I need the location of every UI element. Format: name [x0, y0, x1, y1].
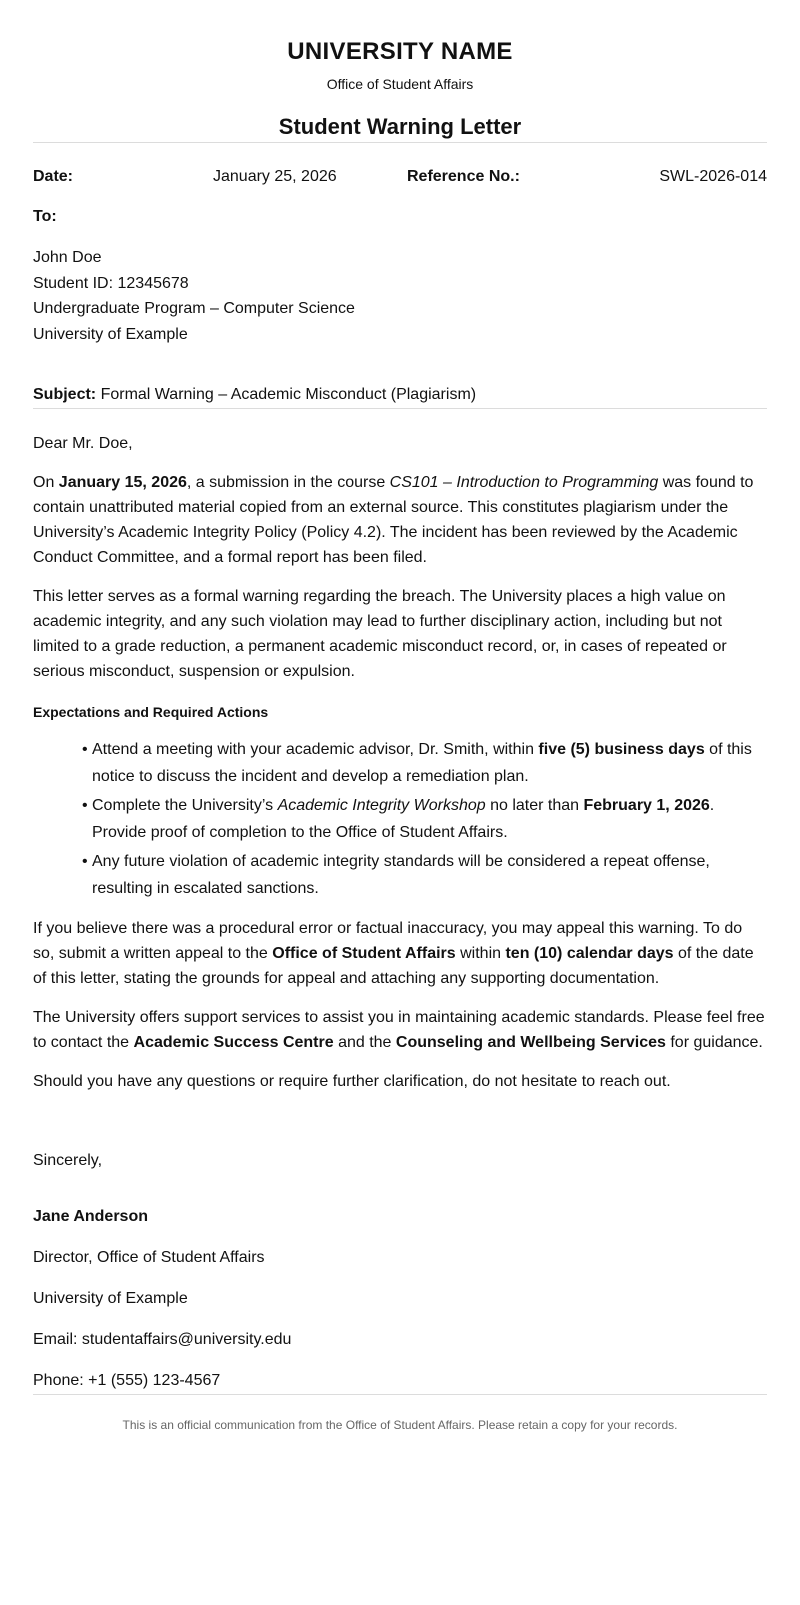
footer-note: This is an official communication from the Office of Student Affairs. Please retain a copy for your records. [122, 1418, 678, 1432]
signatory-title: Director, Office of Student Affairs [33, 1249, 265, 1266]
actions-list [33, 736, 767, 902]
paragraph-support [33, 1005, 767, 1055]
text-run: Attend a meeting with your academic advisor, Dr. Smith, within [92, 741, 539, 758]
support-centre: Academic Success Centre [133, 1034, 334, 1051]
salutation: Dear Mr. Doe, [33, 435, 133, 452]
recipient-program: Undergraduate Program – Computer Science [33, 300, 355, 317]
paragraph-appeal [33, 916, 767, 991]
text-run: was found to contain unattributed material copied from an external source. This constitutes plagiarism under the University’s Academic Integrity Policy (Policy 4.2). The incident has been reviewed by the Academic Conduct Committee, and a formal report has been filed. [33, 474, 754, 566]
subject-text: Formal Warning – Academic Misconduct (Plagiarism) [96, 386, 477, 403]
text-run: The University offers support services to assist you in maintaining academic standards. Please feel free to contact the [33, 1009, 765, 1051]
text-run: no later than [485, 797, 584, 814]
subject-label: Subject: [33, 386, 97, 403]
recipient-institution: University of Example [33, 325, 188, 343]
list-item [82, 848, 767, 902]
date-label: Date: [33, 168, 74, 185]
list-item [82, 736, 767, 790]
text-run: If you believe there was a procedural error or factual inaccuracy, you may appeal this warning. To do so, submit a written appeal to the [33, 920, 743, 962]
text-run: , a submission in the course [186, 474, 390, 491]
subject-divider [33, 408, 767, 409]
course-name: CS101 – Introduction to Programming [389, 474, 659, 491]
text-run: On [33, 474, 59, 491]
paragraph-incident [33, 470, 767, 570]
deadline-workshop: February 1, 2026 [583, 797, 710, 814]
closing: Sincerely, [33, 1152, 103, 1169]
meta-row [33, 164, 767, 190]
text-run: for guidance. [665, 1034, 763, 1051]
section-heading: Expectations and Required Actions [33, 704, 269, 720]
text-run: Complete the University’s [92, 797, 278, 814]
support-services: Counseling and Wellbeing Services [395, 1034, 666, 1051]
recipient-name: John Doe [33, 249, 102, 266]
appeal-office: Office of Student Affairs [272, 945, 456, 962]
university-name: UNIVERSITY NAME [287, 38, 513, 65]
signatory-institution: University of Example [33, 1290, 188, 1307]
to-label: To: [33, 208, 57, 225]
reference-label: Reference No.: [407, 168, 520, 185]
appeal-deadline: ten (10) calendar days [505, 945, 674, 962]
letter-header [33, 36, 767, 142]
letter-title: Student Warning Letter [278, 114, 522, 139]
reference-value: SWL-2026-014 [659, 168, 767, 185]
signatory-name: Jane Anderson [33, 1208, 148, 1225]
header-divider [33, 142, 767, 143]
list-item [82, 792, 767, 846]
letter-page [33, 0, 767, 1433]
subject-line [33, 382, 767, 408]
text-run: within [455, 945, 506, 962]
text-run: and the [333, 1034, 396, 1051]
text-run: Any future violation of academic integrity standards will be considered a repeat offense, resulting in escalated sanctions. [92, 853, 710, 897]
incident-date: January 15, 2026 [58, 474, 187, 491]
date-value: January 25, 2026 [213, 168, 337, 185]
deadline-meeting: five (5) business days [538, 741, 705, 758]
workshop-name: Academic Integrity Workshop [277, 797, 486, 814]
signatory-email: Email: studentaffairs@university.edu [33, 1331, 292, 1348]
footer-divider [33, 1394, 767, 1395]
paragraph-questions: Should you have any questions or require further clarification, do not hesitate to reach out. [33, 1073, 671, 1090]
paragraph-warning: This letter serves as a formal warning regarding the breach. The University places a high value on academic integrity, and any such violation may lead to further disciplinary action, including but not limited to a grade reduction, a permanent academic misconduct record, or, in cases of repeated or serious misconduct, suspension or expulsion. [33, 588, 727, 680]
office-name: Office of Student Affairs [326, 76, 474, 92]
signatory-phone: Phone: +1 (555) 123-4567 [33, 1372, 221, 1389]
recipient-student-id: Student ID: 12345678 [33, 274, 189, 292]
text-run: . Provide proof of completion to the Office of Student Affairs. [92, 797, 715, 841]
recipient-block [33, 245, 767, 347]
text-run: of this notice to discuss the incident and develop a remediation plan. [92, 741, 752, 785]
text-run: of the date of this letter, stating the grounds for appeal and attaching any supporting documentation. [33, 945, 754, 987]
